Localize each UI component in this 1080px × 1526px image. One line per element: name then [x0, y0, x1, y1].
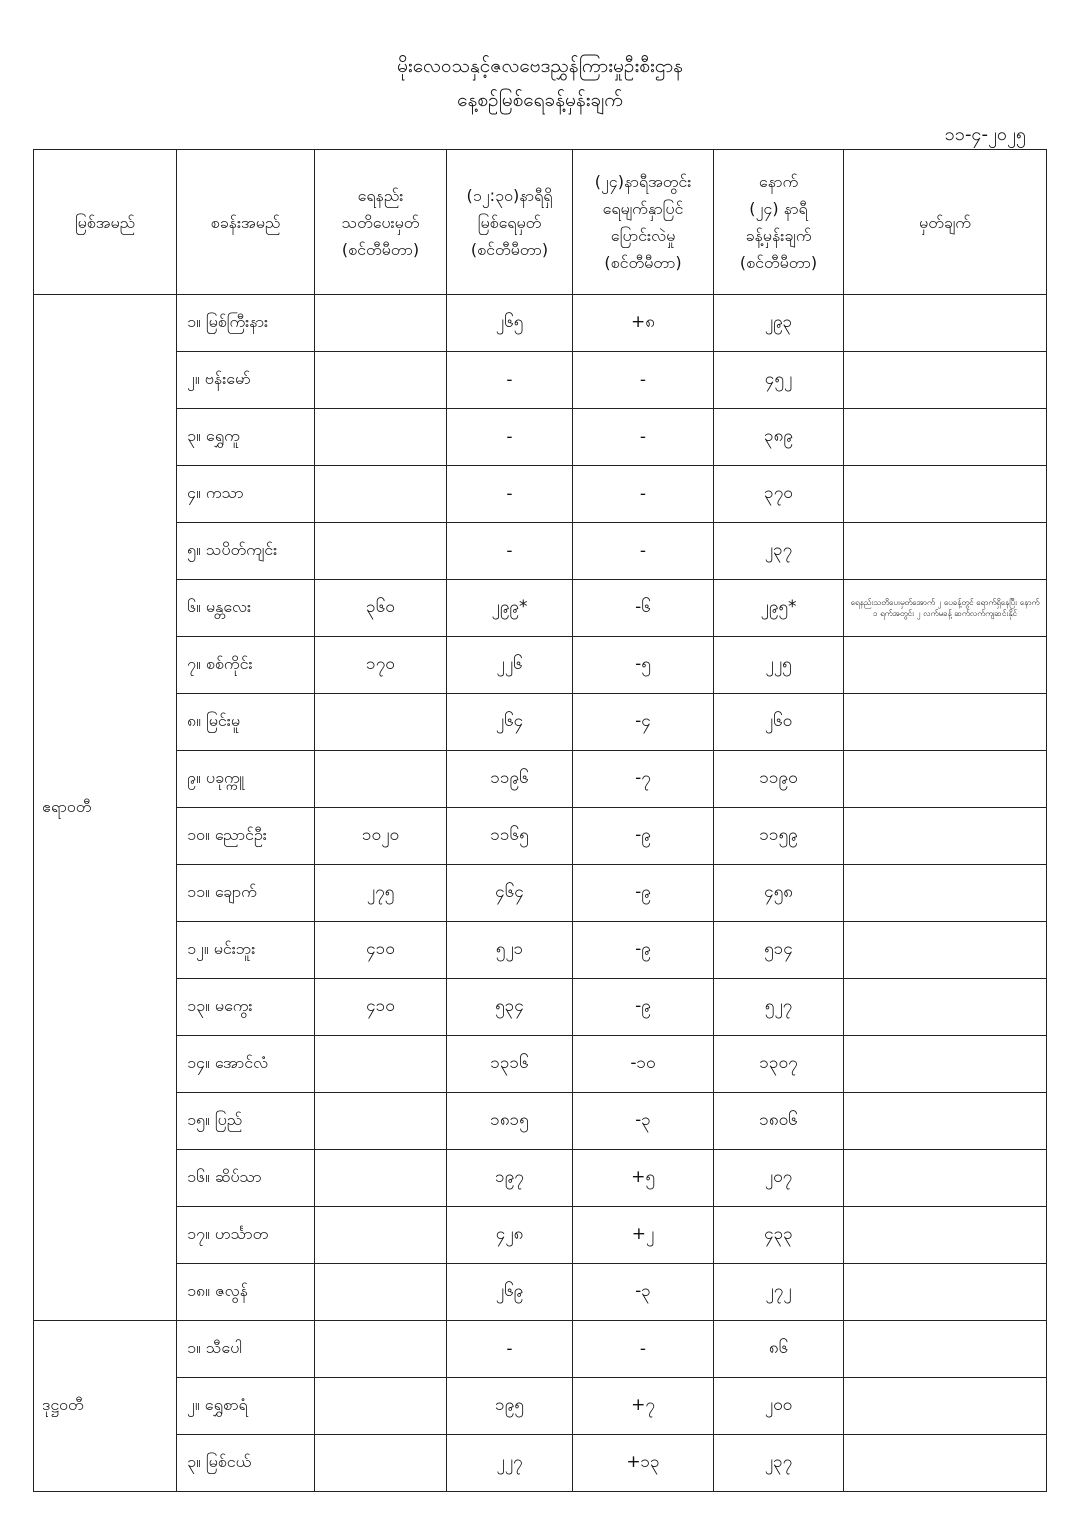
remark-cell	[844, 1207, 1047, 1264]
remark-cell	[844, 694, 1047, 751]
level-change: +၅	[573, 1150, 714, 1207]
current-water-level: -	[447, 409, 573, 466]
current-water-level: -	[447, 1321, 573, 1378]
station-name: ၄။ ကသာ	[177, 466, 315, 523]
header-line: နောက်	[758, 172, 799, 191]
forecast-level: ၁၁၉၀	[714, 751, 844, 808]
level-change: -	[573, 466, 714, 523]
station-name: ၁၅။ ပြည်	[177, 1093, 315, 1150]
table-row	[34, 466, 1047, 523]
low-warning-level: ၁၀၂၀	[315, 808, 447, 865]
header-line: ပြောင်းလဲမှု	[610, 226, 676, 245]
station-name: ၁၃။ မကွေး	[177, 979, 315, 1036]
level-change: -၅	[573, 637, 714, 694]
remark-cell	[844, 979, 1047, 1036]
station-name: ၁၆။ ဆိပ်သာ	[177, 1150, 315, 1207]
forecast-level: ၂၀၀	[714, 1378, 844, 1435]
level-change: -၉	[573, 922, 714, 979]
remark-cell	[844, 922, 1047, 979]
header-station-name	[177, 150, 315, 295]
station-name: ၇။ စစ်ကိုင်း	[177, 637, 315, 694]
table-row	[34, 1036, 1047, 1093]
forecast-level: ၁၃၀၇	[714, 1036, 844, 1093]
level-change: -၁၀	[573, 1036, 714, 1093]
header-river-name	[34, 150, 177, 295]
current-water-level: ၂၆၄	[447, 694, 573, 751]
level-change: -၄	[573, 694, 714, 751]
remark-cell	[844, 1150, 1047, 1207]
forecast-level: ၂၉၅*	[714, 580, 844, 637]
forecast-level: ၂၇၂	[714, 1264, 844, 1321]
table-row	[34, 1321, 1047, 1378]
remark-cell	[844, 1264, 1047, 1321]
current-water-level: ၂၆၉	[447, 1264, 573, 1321]
low-warning-level	[315, 694, 447, 751]
low-warning-level	[315, 1435, 447, 1492]
table-row	[34, 808, 1047, 865]
low-warning-level	[315, 1378, 447, 1435]
forecast-level: ၁၁၅၉	[714, 808, 844, 865]
forecast-level: ၈၆	[714, 1321, 844, 1378]
current-water-level: ၁၈၁၅	[447, 1093, 573, 1150]
table-row	[34, 409, 1047, 466]
river-name: ဧရာဝတီ	[34, 295, 177, 1321]
current-water-level: -	[447, 466, 573, 523]
forecast-level: ၁၈၀၆	[714, 1093, 844, 1150]
header-line: ခန့်မှန်းချက်	[745, 226, 812, 245]
header-line: (စင်တီမီတာ)	[739, 253, 818, 272]
header-24h-change	[573, 150, 714, 295]
low-warning-level	[315, 409, 447, 466]
current-water-level: ၁၉၅	[447, 1378, 573, 1435]
current-water-level: ၁၁၆၅	[447, 808, 573, 865]
station-name: ၉။ ပခုက္ကူ	[177, 751, 315, 808]
low-warning-level	[315, 1264, 447, 1321]
low-warning-level	[315, 751, 447, 808]
station-name: ၂။ ဗန်းမော်	[177, 352, 315, 409]
station-name: ၁၄။ အောင်လံ	[177, 1036, 315, 1093]
remark-cell	[844, 637, 1047, 694]
low-warning-level	[315, 1321, 447, 1378]
station-name: ၁၇။ ဟင်္သာတ	[177, 1207, 315, 1264]
river-name: ဒုဋ္ဌဝတီ	[34, 1321, 177, 1492]
station-name: ၁၀။ ညောင်ဦး	[177, 808, 315, 865]
table-row	[34, 751, 1047, 808]
low-warning-level	[315, 523, 447, 580]
low-warning-level	[315, 1207, 447, 1264]
station-name: ၁၂။ မင်းဘူး	[177, 922, 315, 979]
level-change: -၃	[573, 1093, 714, 1150]
header-24h-forecast	[714, 150, 844, 295]
table-row	[34, 295, 1047, 352]
low-warning-level	[315, 1093, 447, 1150]
forecast-level: ၂၆၀	[714, 694, 844, 751]
document-title: မိုးလေဝသနှင့်ဇလဗေဒညွှန်ကြားမှုဦးစီးဌာန	[397, 55, 683, 77]
low-warning-level: ၂၇၅	[315, 865, 447, 922]
header-current-level	[447, 150, 573, 295]
header-line: (စင်တီမီတာ)	[470, 239, 549, 259]
level-change: +၁၃	[573, 1435, 714, 1492]
level-change: -	[573, 523, 714, 580]
table-row	[34, 352, 1047, 409]
remark-cell	[844, 523, 1047, 580]
header-low-warning	[315, 150, 447, 295]
current-water-level: ၁၉၇	[447, 1150, 573, 1207]
low-warning-level: ၁၇၀	[315, 637, 447, 694]
table-row	[34, 580, 1047, 637]
remark-cell	[844, 1378, 1047, 1435]
forecast-level: ၂၃၇	[714, 523, 844, 580]
low-warning-level	[315, 352, 447, 409]
low-warning-level: ၄၁၀	[315, 979, 447, 1036]
station-name: ၁။ သီပေါ	[177, 1321, 315, 1378]
current-water-level: ၁၁၉၆	[447, 751, 573, 808]
remark-cell	[844, 1036, 1047, 1093]
remark-cell	[844, 808, 1047, 865]
forecast-level: ၃၇၀	[714, 466, 844, 523]
header-line: (စင်တီမီတာ)	[604, 253, 682, 272]
forecast-level: ၂၀၇	[714, 1150, 844, 1207]
header-line: ရေမျက်နှာပြင်	[602, 199, 684, 218]
forecast-level: ၂၉၃	[714, 295, 844, 352]
report-date: ၁၁-၄-၂၀၂၅	[944, 124, 1026, 145]
current-water-level: ၅၃၄	[447, 979, 573, 1036]
header-line: မှတ်ချက်	[919, 212, 971, 232]
current-water-level: ၂၆၅	[447, 295, 573, 352]
header-line: သတိပေးမှတ်	[341, 212, 420, 232]
remark-cell	[844, 865, 1047, 922]
low-warning-level	[315, 1150, 447, 1207]
level-change: -၃	[573, 1264, 714, 1321]
current-water-level: -	[447, 352, 573, 409]
level-change: +၇	[573, 1378, 714, 1435]
header-line: စခန်းအမည်	[210, 212, 281, 232]
current-water-level: ၂၉၉*	[447, 580, 573, 637]
current-water-level: -	[447, 523, 573, 580]
level-change: -၇	[573, 751, 714, 808]
table-row	[34, 1435, 1047, 1492]
remark-cell	[844, 409, 1047, 466]
table-row	[34, 979, 1047, 1036]
forecast-level: ၂၃၇	[714, 1435, 844, 1492]
river-forecast-table	[33, 149, 1047, 1492]
station-name: ၈။ မြင်းမူ	[177, 694, 315, 751]
forecast-level: ၂၂၅	[714, 637, 844, 694]
level-change: +၂	[573, 1207, 714, 1264]
forecast-level: ၅၂၇	[714, 979, 844, 1036]
table-row	[34, 865, 1047, 922]
level-change: -	[573, 1321, 714, 1378]
current-water-level: ၄၂၈	[447, 1207, 573, 1264]
header-line: မြစ်ရေမှတ်	[477, 212, 542, 232]
station-name: ၁၈။ ဇလွန်	[177, 1264, 315, 1321]
low-warning-level	[315, 1036, 447, 1093]
forecast-level: ၄၃၃	[714, 1207, 844, 1264]
forecast-level: ၄၅၂	[714, 352, 844, 409]
header-line: (၂၄)နာရီအတွင်း	[594, 172, 692, 191]
table-row	[34, 1150, 1047, 1207]
header-remarks	[844, 150, 1047, 295]
forecast-level: ၅၁၄	[714, 922, 844, 979]
remark-cell	[844, 352, 1047, 409]
level-change: +၈	[573, 295, 714, 352]
level-change: -၆	[573, 580, 714, 637]
remark-cell	[844, 1093, 1047, 1150]
table-row	[34, 523, 1047, 580]
station-name: ၁၁။ ချောက်	[177, 865, 315, 922]
table-row	[34, 637, 1047, 694]
low-warning-level	[315, 466, 447, 523]
header-line: (၂၄) နာရီ	[749, 199, 808, 218]
remark-cell	[844, 466, 1047, 523]
current-water-level: ၅၂၁	[447, 922, 573, 979]
level-change: -၉	[573, 865, 714, 922]
document-subtitle: နေ့စဉ်မြစ်ရေခန့်မှန်းချက်	[457, 89, 623, 111]
table-row	[34, 922, 1047, 979]
header-line: ရေနည်း	[357, 185, 404, 205]
table-row	[34, 1207, 1047, 1264]
table-row	[34, 1378, 1047, 1435]
low-warning-level	[315, 295, 447, 352]
current-water-level: ၁၃၁၆	[447, 1036, 573, 1093]
current-water-level: ၂၂၆	[447, 637, 573, 694]
station-name: ၁။ မြစ်ကြီးနား	[177, 295, 315, 352]
level-change: -၉	[573, 808, 714, 865]
station-name: ၆။ မန္တလေး	[177, 580, 315, 637]
low-warning-level: ၄၁၀	[315, 922, 447, 979]
header-line: (၁၂:၃၀)နာရီရှိ	[466, 185, 553, 205]
station-name: ၃။ ရွှေကူ	[177, 409, 315, 466]
current-water-level: ၄၆၄	[447, 865, 573, 922]
remark-cell	[844, 751, 1047, 808]
header-line: (စင်တီမီတာ)	[341, 239, 420, 259]
remark-cell: ရေနည်းသတိပေးမှတ်အောက် ၂ ပေခန့်တွင် ရောက်ရှိနေပြီး နောက် ၁ ရက်အတွင်း ၂ လက်မခန့် ဆက်လက်ကျဆင်းနိုင်	[844, 580, 1047, 637]
forecast-level: ၃၈၉	[714, 409, 844, 466]
level-change: -	[573, 352, 714, 409]
remark-cell	[844, 1435, 1047, 1492]
station-name: ၃။ မြစ်ငယ်	[177, 1435, 315, 1492]
table-row	[34, 1093, 1047, 1150]
remark-cell	[844, 1321, 1047, 1378]
table-header-row	[34, 150, 1047, 295]
table-row	[34, 1264, 1047, 1321]
station-name: ၅။ သပိတ်ကျင်း	[177, 523, 315, 580]
current-water-level: ၂၂၇	[447, 1435, 573, 1492]
forecast-level: ၄၅၈	[714, 865, 844, 922]
level-change: -၉	[573, 979, 714, 1036]
station-name: ၂။ ရွှေစာရံ	[177, 1378, 315, 1435]
table-row	[34, 694, 1047, 751]
level-change: -	[573, 409, 714, 466]
low-warning-level: ၃၆၀	[315, 580, 447, 637]
header-line: မြစ်အမည်	[74, 212, 136, 232]
remark-cell	[844, 295, 1047, 352]
